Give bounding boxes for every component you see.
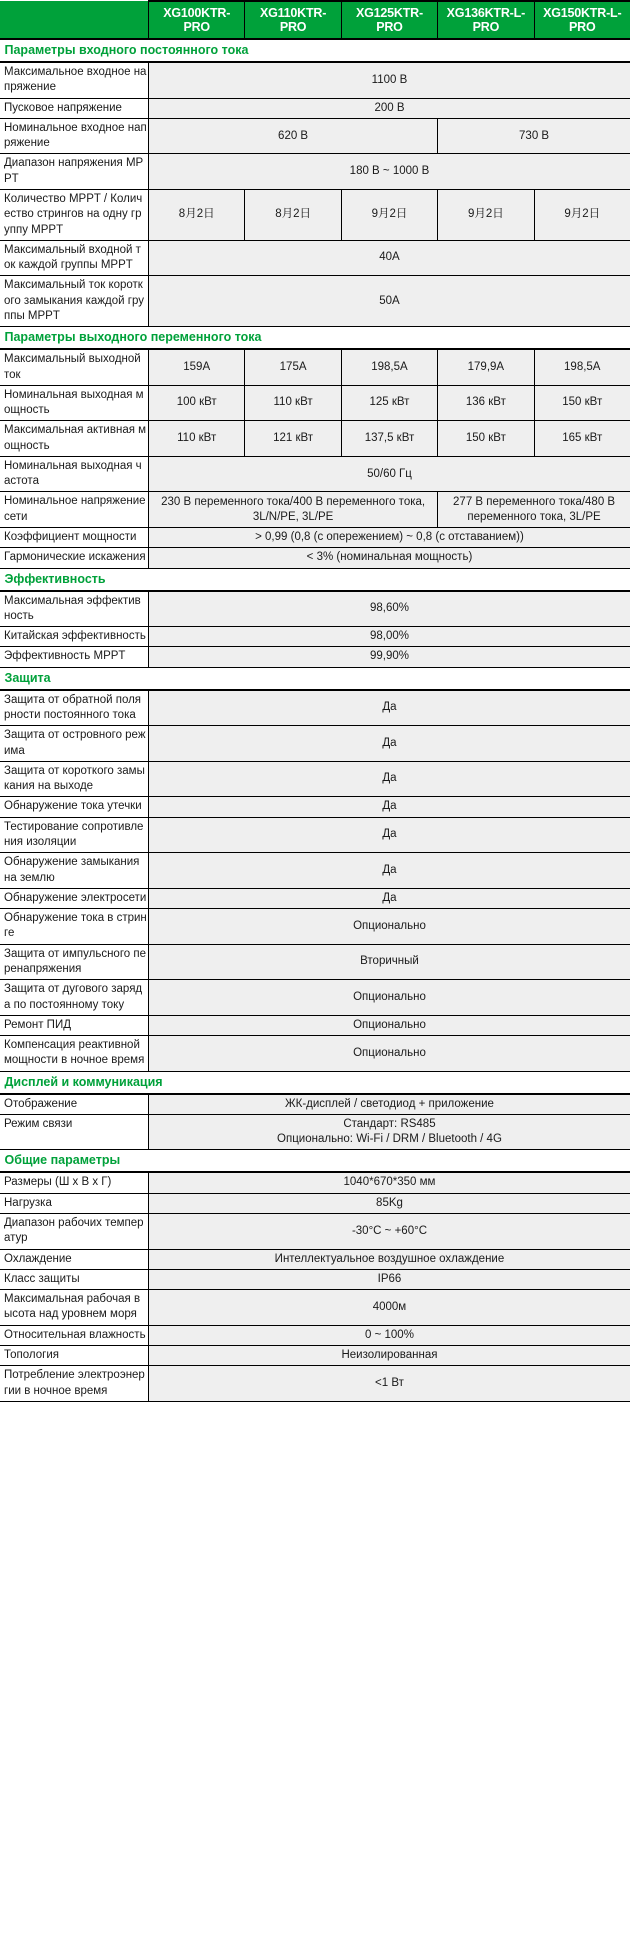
row-value: Да [149, 888, 630, 908]
table-row [1, 647, 630, 667]
row-value: IP66 [149, 1269, 630, 1289]
header-blank-cell [1, 1, 149, 39]
row-label: Обнаружение электросети [1, 888, 149, 908]
row-value: Опционально [149, 980, 630, 1016]
row-label: Диапазон напряжения MPPT [1, 154, 149, 190]
row-label: Номинальная выходная мощность [1, 385, 149, 421]
row-value [149, 1114, 630, 1150]
table-row [1, 528, 630, 548]
table-row [1, 980, 630, 1016]
row-label: Эффективность MPPT [1, 647, 149, 667]
row-label: Максимальное входное напряжение [1, 62, 149, 98]
row-label: Максимальная эффективность [1, 591, 149, 627]
row-value: Да [149, 817, 630, 853]
row-label: Номинальное напряжение сети [1, 492, 149, 528]
row-value: -30°C ~ +60°C [149, 1214, 630, 1250]
header-model-1: XG100KTR-PRO [149, 1, 245, 39]
table-row [1, 1094, 630, 1115]
row-label: Обнаружение тока утечки [1, 797, 149, 817]
row-label: Максимальная рабочая высота над уровнем моря [1, 1290, 149, 1326]
table-row [1, 817, 630, 853]
section-title: Параметры выходного переменного тока [1, 327, 630, 350]
row-label: Максимальный входной ток каждой группы MPPT [1, 240, 149, 276]
row-label: Гармонические искажения [1, 548, 149, 568]
row-label: Обнаружение замыкания на землю [1, 853, 149, 889]
row-value-col-3: 137,5 кВт [341, 421, 437, 457]
row-value: 40A [149, 240, 630, 276]
row-value: 200 В [149, 98, 630, 118]
row-value: 50A [149, 276, 630, 327]
row-value: <1 Вт [149, 1366, 630, 1402]
row-value-group-a: 230 В переменного тока/400 В переменного тока, 3L/N/PE, 3L/PE [149, 492, 438, 528]
row-value-group-a: 620 В [149, 118, 438, 154]
row-value: Да [149, 726, 630, 762]
row-label: Отображение [1, 1094, 149, 1115]
row-label: Диапазон рабочих температур [1, 1214, 149, 1250]
row-label: Пусковое напряжение [1, 98, 149, 118]
header-model-3: XG125KTR-PRO [341, 1, 437, 39]
table-row [1, 62, 630, 98]
row-value: > 0,99 (0,8 (с опережением) ~ 0,8 (с отставанием)) [149, 528, 630, 548]
table-header-row [1, 1, 630, 39]
row-value: 99,90% [149, 647, 630, 667]
row-value: Вторичный [149, 944, 630, 980]
row-value-col-4: 150 кВт [438, 421, 534, 457]
table-row [1, 591, 630, 627]
row-value-group-b: 730 В [438, 118, 630, 154]
section-title: Эффективность [1, 568, 630, 591]
row-value: 85Kg [149, 1193, 630, 1213]
table-row [1, 1325, 630, 1345]
row-value: 1100 В [149, 62, 630, 98]
section-header-row [1, 1150, 630, 1173]
row-label: Охлаждение [1, 1249, 149, 1269]
row-value-col-5: 165 кВт [534, 421, 630, 457]
row-value-col-1: 159A [149, 349, 245, 385]
row-value: Опционально [149, 1015, 630, 1035]
row-value-col-3: 9月2日 [341, 189, 437, 240]
row-value-col-2: 121 кВт [245, 421, 341, 457]
row-label: Максимальная активная мощность [1, 421, 149, 457]
row-label: Номинальная выходная частота [1, 456, 149, 492]
table-row [1, 1193, 630, 1213]
table-row [1, 761, 630, 797]
row-label: Относительная влажность [1, 1325, 149, 1345]
row-value: 1040*670*350 мм [149, 1172, 630, 1193]
section-header-row [1, 667, 630, 690]
row-value-col-5: 9月2日 [534, 189, 630, 240]
row-label: Режим связи [1, 1114, 149, 1150]
row-value: Да [149, 797, 630, 817]
row-label: Топология [1, 1346, 149, 1366]
row-value-col-1: 100 кВт [149, 385, 245, 421]
table-row [1, 797, 630, 817]
row-value-col-3: 198,5A [341, 349, 437, 385]
row-label: Защита от обратной полярности постоянного тока [1, 690, 149, 726]
row-label: Защита от островного режима [1, 726, 149, 762]
table-row [1, 240, 630, 276]
table-row [1, 1366, 630, 1402]
header-model-4: XG136KTR-L-PRO [438, 1, 534, 39]
table-row [1, 627, 630, 647]
row-label: Компенсация реактивной мощности в ночное время [1, 1036, 149, 1072]
row-value-col-2: 175A [245, 349, 341, 385]
row-label: Максимальный выходной ток [1, 349, 149, 385]
section-header-row [1, 327, 630, 350]
row-value: 98,00% [149, 627, 630, 647]
row-label: Количество MPPT / Количество стрингов на одну группу MPPT [1, 189, 149, 240]
table-row [1, 1269, 630, 1289]
row-label: Защита от короткого замыкания на выходе [1, 761, 149, 797]
row-value-line: Опционально: Wi-Fi / DRM / Bluetooth / 4G [277, 1133, 502, 1146]
row-value-col-1: 110 кВт [149, 421, 245, 457]
row-value-col-4: 136 кВт [438, 385, 534, 421]
section-title: Защита [1, 667, 630, 690]
table-row [1, 385, 630, 421]
section-title: Общие параметры [1, 1150, 630, 1173]
row-label: Китайская эффективность [1, 627, 149, 647]
section-header-row [1, 1071, 630, 1094]
row-value: Да [149, 690, 630, 726]
row-label: Ремонт ПИД [1, 1015, 149, 1035]
row-value: 180 В ~ 1000 В [149, 154, 630, 190]
row-label: Номинальное входное напряжение [1, 118, 149, 154]
row-label: Размеры (Ш x В x Г) [1, 1172, 149, 1193]
table-row [1, 726, 630, 762]
row-label: Тестирование сопротивления изоляции [1, 817, 149, 853]
row-value-col-5: 150 кВт [534, 385, 630, 421]
table-row [1, 548, 630, 568]
table-row [1, 154, 630, 190]
row-value-col-4: 179,9A [438, 349, 534, 385]
row-value-line: Стандарт: RS485 [343, 1117, 436, 1130]
row-value-col-1: 8月2日 [149, 189, 245, 240]
row-value: Опционально [149, 1036, 630, 1072]
table-row [1, 1346, 630, 1366]
row-value: Интеллектуальное воздушное охлаждение [149, 1249, 630, 1269]
section-header-row [1, 568, 630, 591]
table-row [1, 909, 630, 945]
header-model-5: XG150KTR-L-PRO [534, 1, 630, 39]
section-title: Параметры входного постоянного тока [1, 39, 630, 62]
row-label: Класс защиты [1, 1269, 149, 1289]
row-label: Защита от импульсного перенапряжения [1, 944, 149, 980]
table-row [1, 189, 630, 240]
table-row [1, 888, 630, 908]
row-label: Нагрузка [1, 1193, 149, 1213]
row-value: < 3% (номинальная мощность) [149, 548, 630, 568]
table-row [1, 456, 630, 492]
table-row [1, 1172, 630, 1193]
row-value-col-3: 125 кВт [341, 385, 437, 421]
row-value-col-2: 8月2日 [245, 189, 341, 240]
table-row [1, 492, 630, 528]
table-row [1, 1036, 630, 1072]
header-model-2: XG110KTR-PRO [245, 1, 341, 39]
row-value-col-5: 198,5A [534, 349, 630, 385]
row-value-col-2: 110 кВт [245, 385, 341, 421]
row-label: Потребление электроэнергии в ночное время [1, 1366, 149, 1402]
row-value: Неизолированная [149, 1346, 630, 1366]
row-value-col-4: 9月2日 [438, 189, 534, 240]
row-value: Да [149, 853, 630, 889]
table-row [1, 276, 630, 327]
table-row [1, 853, 630, 889]
row-value: 50/60 Гц [149, 456, 630, 492]
row-label: Обнаружение тока в стринге [1, 909, 149, 945]
row-label: Максимальный ток короткого замыкания каждой группы MPPT [1, 276, 149, 327]
table-row [1, 1214, 630, 1250]
row-label: Коэффициент мощности [1, 528, 149, 548]
section-title: Дисплей и коммуникация [1, 1071, 630, 1094]
table-row [1, 421, 630, 457]
row-value: Да [149, 761, 630, 797]
table-row [1, 1114, 630, 1150]
table-row [1, 690, 630, 726]
table-row [1, 1290, 630, 1326]
row-value: 4000м [149, 1290, 630, 1326]
row-value: Опционально [149, 909, 630, 945]
row-value: 0 ~ 100% [149, 1325, 630, 1345]
table-row [1, 1015, 630, 1035]
table-row [1, 944, 630, 980]
section-header-row [1, 39, 630, 62]
table-row [1, 118, 630, 154]
table-row [1, 98, 630, 118]
row-value-group-b: 277 В переменного тока/480 В переменного тока, 3L/PE [438, 492, 630, 528]
row-value: 98,60% [149, 591, 630, 627]
row-label: Защита от дугового заряда по постоянному току [1, 980, 149, 1016]
row-value: ЖК-дисплей / светодиод + приложение [149, 1094, 630, 1115]
table-row [1, 349, 630, 385]
table-row [1, 1249, 630, 1269]
